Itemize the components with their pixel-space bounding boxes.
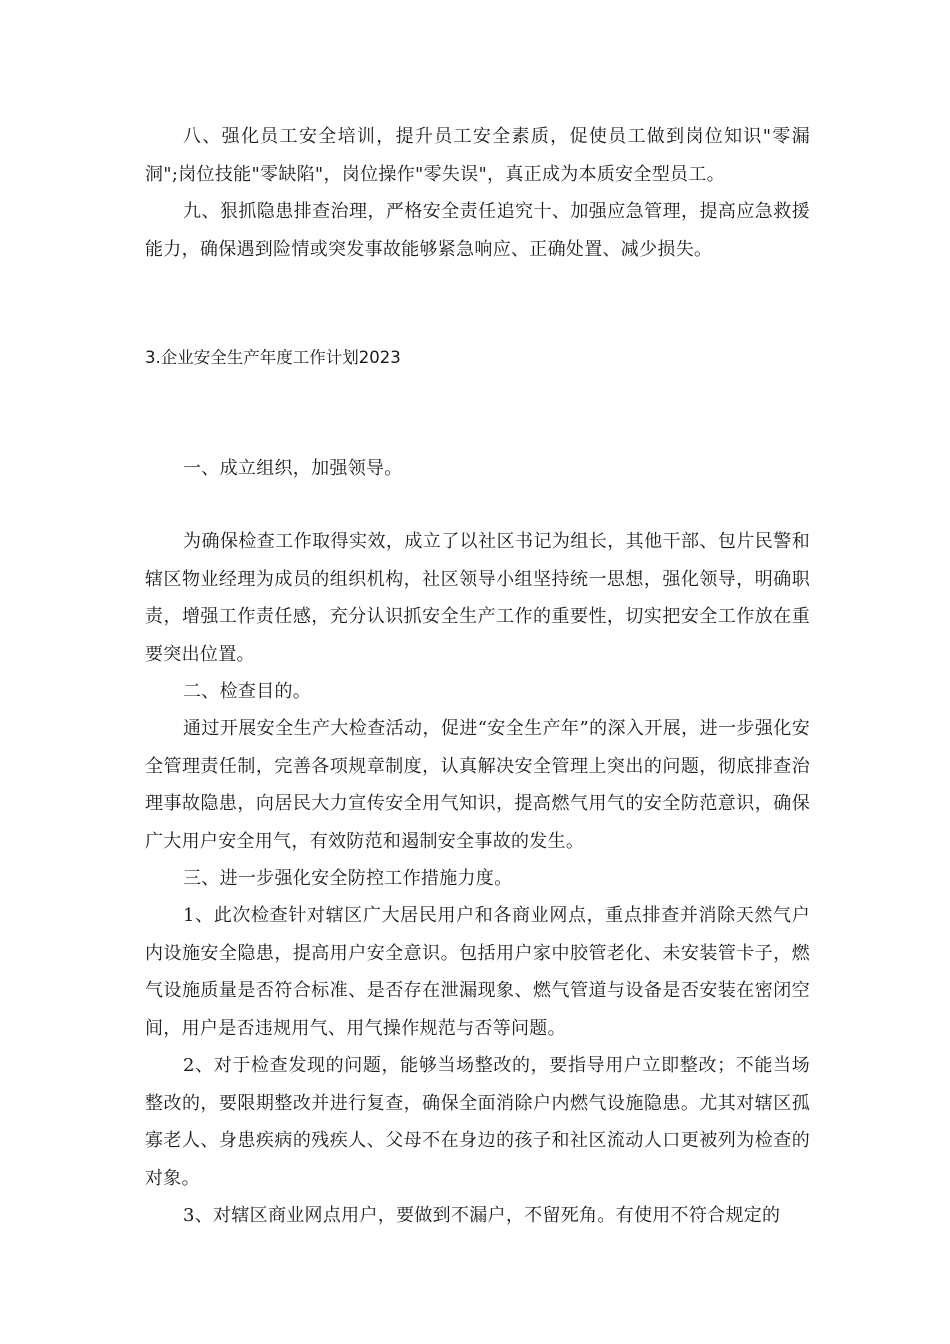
section-title: 3.企业安全生产年度工作计划2023 (145, 348, 401, 367)
list-item-one: 1、此次检查针对辖区广大居民用户和各商业网点，重点排查并消除天然气户内设施安全隐患，提高用户安全意识。包括用户家中胶管老化、未安装管卡子，燃气设施质量是否符合标准、是否存在泄漏现象、燃气管道与设备是否安装在密闭空间，用户是否违规用气、用气操作规范与否等问题。 (145, 905, 810, 1039)
paragraph-nine: 九、狠抓隐患排查治理，严格安全责任追究十、加强应急管理，提高应急救援能力，确保遇到险情或突发事故能够紧急响应、正确处置、减少损失。 (145, 201, 810, 260)
paragraph-organization: 为确保检查工作取得实效，成立了以社区书记为组长，其他干部、包片民警和辖区物业经理为成员的组织机构，社区领导小组坚持统一思想，强化领导，明确职责，增强工作责任感，充分认识抓安全生产工作的重要性，切实把安全工作放在重要突出位置。 (145, 531, 810, 665)
heading-three: 三、进一步强化安全防控工作措施力度。 (183, 868, 513, 889)
paragraph-purpose: 通过开展安全生产大检查活动，促进“安全生产年”的深入开展，进一步强化安全管理责任制，完善各项规章制度，认真解决安全管理上突出的问题，彻底排查治理事故隐患，向居民大力宣传安全用气知识，提高燃气用气的安全防范意识，确保广大用户安全用气，有效防范和遏制安全事故的发生。 (145, 718, 810, 852)
list-item-three: 3、对辖区商业网点用户，要做到不漏户，不留死角。有使用不符合规定的 (183, 1205, 781, 1226)
heading-one: 一、成立组织，加强领导。 (183, 458, 403, 479)
heading-two: 二、检查目的。 (183, 681, 312, 702)
list-item-two: 2、对于检查发现的问题，能够当场整改的，要指导用户立即整改；不能当场整改的，要限期整改并进行复查，确保全面消除户内燃气设施隐患。尤其对辖区孤寡老人、身患疾病的残疾人、父母不在身边的孩子和社区流动人口更被列为检查的对象。 (145, 1055, 810, 1189)
paragraph-eight: 八、强化员工安全培训，提升员工安全素质，促使员工做到岗位知识"零漏洞";岗位技能"零缺陷"，岗位操作"零失误"，真正成为本质安全型员工。 (145, 126, 810, 185)
